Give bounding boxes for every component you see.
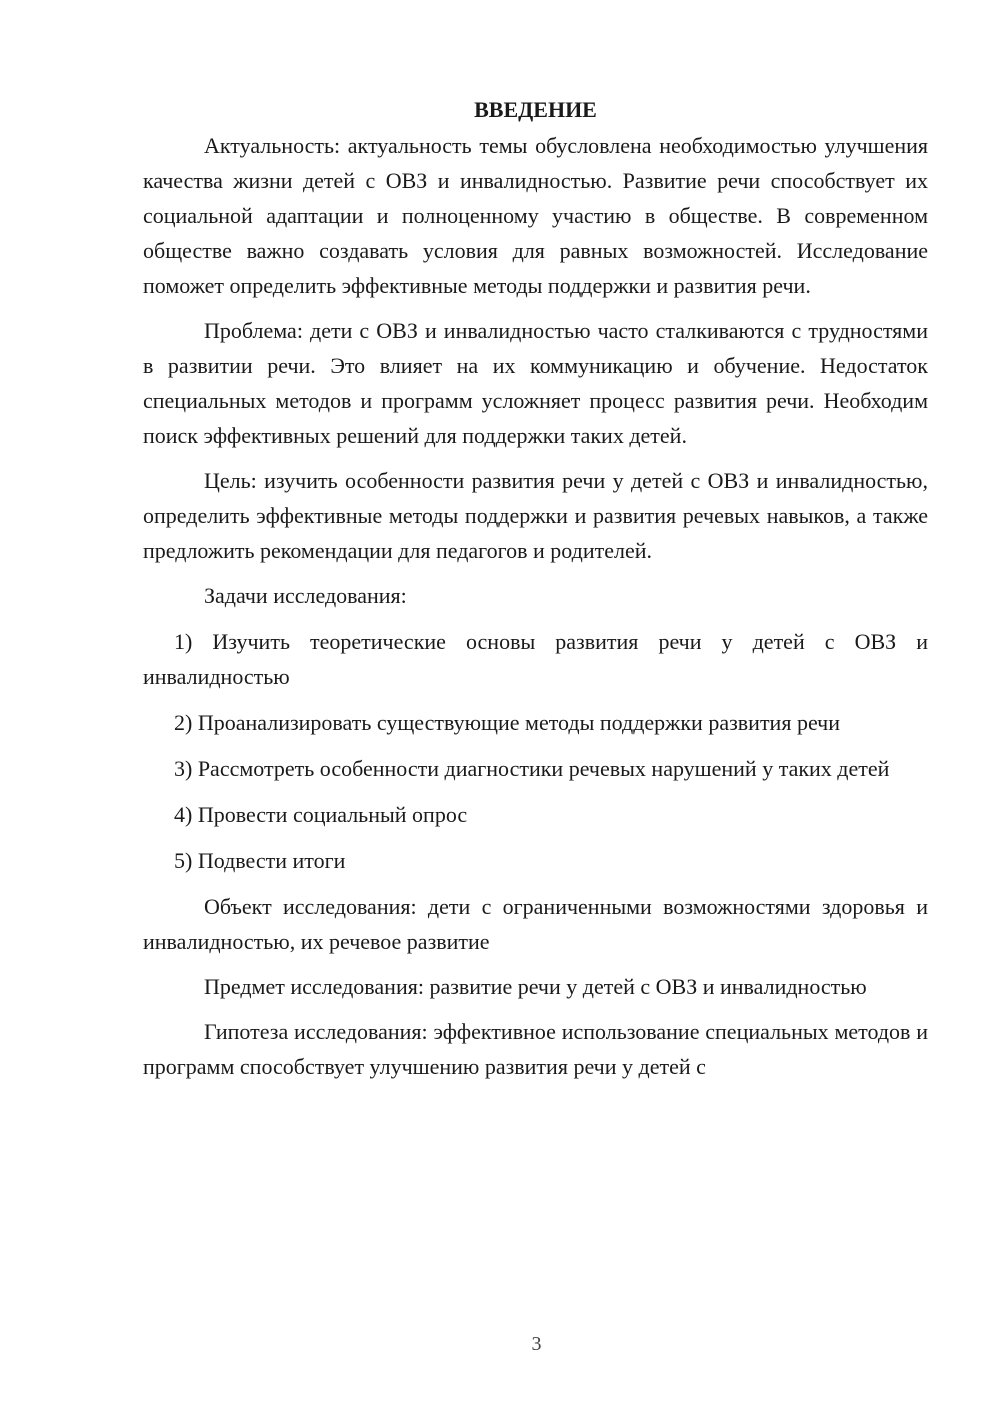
paragraph-problem: Проблема: дети с ОВЗ и инвалидностью часто сталкиваются с трудностями в развитии речи. Это влияет на их коммуникацию и обучение. Недостаток специальных методов и программ усложняет процесс развития речи. Необходим поиск эффективных решений для поддержки таких детей. bbox=[143, 318, 928, 448]
document-page bbox=[143, 94, 928, 1084]
paragraph-subject: Предмет исследования: развитие речи у детей с ОВЗ и инвалидностью bbox=[204, 974, 867, 999]
section-title: ВВЕДЕНИЕ bbox=[474, 97, 597, 122]
task-item-4: 4) Провести социальный опрос bbox=[174, 802, 468, 827]
tasks-heading: Задачи исследования: bbox=[204, 583, 407, 608]
paragraph-relevance: Актуальность: актуальность темы обусловлена необходимостью улучшения качества жизни детей с ОВЗ и инвалидностью. Развитие речи способствует их социальной адаптации и полноценному участию в обществе. В современном обществе важно создавать условия для равных возможностей. Исследование поможет определить эффективные методы поддержки и развития речи. bbox=[143, 133, 928, 298]
page-number: 3 bbox=[531, 1333, 542, 1355]
task-item-3: 3) Рассмотреть особенности диагностики речевых нарушений у таких детей bbox=[174, 756, 890, 781]
task-item-1: 1) Изучить теоретические основы развития речи у детей с ОВЗ и инвалидностью bbox=[143, 629, 928, 689]
paragraph-object: Объект исследования: дети с ограниченными возможностями здоровья и инвалидностью, их речевое развитие bbox=[143, 894, 928, 954]
task-item-5: 5) Подвести итоги bbox=[174, 848, 346, 873]
task-item-2: 2) Проанализировать существующие методы поддержки развития речи bbox=[174, 710, 841, 735]
paragraph-goal: Цель: изучить особенности развития речи у детей с ОВЗ и инвалидностью, определить эффективные методы поддержки и развития речевых навыков, а также предложить рекомендации для педагогов и родителей. bbox=[143, 468, 928, 563]
paragraph-hypothesis: Гипотеза исследования: эффективное использование специальных методов и программ способствует улучшению развития речи у детей с bbox=[143, 1019, 928, 1079]
